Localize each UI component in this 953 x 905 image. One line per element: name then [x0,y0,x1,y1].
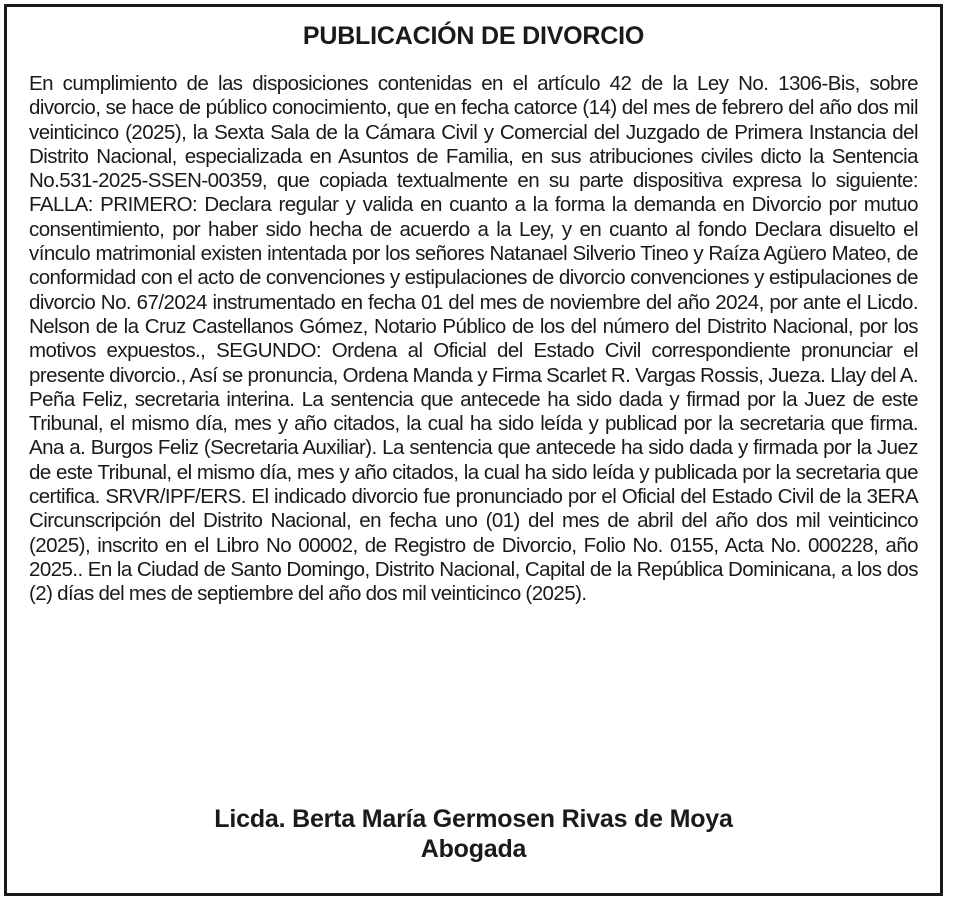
divorce-notice [4,4,943,896]
notice-body: En cumplimiento de las disposiciones contenidas en el artículo 42 de la Ley No. 1306-Bis, sobre divorcio, se hace de público conocimiento, que en fecha catorce (14) del mes de febrero del año dos mil veinticinco (2025), la Sexta Sala de la Cámara Civil y Comercial del Juzgado de Primera Instancia del Distrito Nacional, especializada en Asuntos de Familia, en sus atribuciones civiles dicto la Sentencia No.531-2025-SSEN-00359, que copiada textualmente en su parte dispositiva expresa lo siguiente: FALLA: PRIMERO: Declara regular y valida en cuanto a la forma la demanda en Divorcio por mutuo consentimiento, por haber sido hecha de acuerdo a la Ley, y en cuanto al fondo Declara disuelto el vínculo matrimonial existen intentada por los señores Natanael Silverio Tineo y Raíza Agüero Mateo, de conformidad con el acto de convenciones y estipulaciones de divorcio convenciones y estipulaciones de divorcio No. 67/2024 instrumentado en fecha 01 del mes de noviembre del año 2024, por ante el Licdo. Nelson de la Cruz Castellanos Gómez, Notario Público de los del número del Distrito Nacional, por los motivos expuestos., SEGUNDO: Ordena al Oficial del Estado Civil correspondiente pronunciar el presente divorcio., Así se pronuncia, Ordena Manda y Firma Scarlet R. Vargas Rossis, Jueza. Llay del A. Peña Feliz, secretaria interina. La sentencia que antecede ha sido dada y firmad por la Juez de este Tribunal, el mismo día, mes y año citados, la cual ha sido leída y publicad por la secretaria que firma. Ana a. Burgos Feliz (Secretaria Auxiliar). La sentencia que antecede ha sido dada y firmada por la Juez de este Tribunal, el mismo día, mes y año citados, la cual ha sido leída y publicada por la secretaria que certifica. SRVR/IPF/ERS. El indicado divorcio fue pronunciado por el Oficial del Estado Civil de la 3ERA Circunscripción del Distrito Nacional, en fecha uno (01) del mes de abril del año dos mil veinticinco (2025), inscrito en el Libro No 00002, de Registro de Divorcio, Folio No. 0155, Acta No. 000228, año 2025.. En la Ciudad de Santo Domingo, Distrito Nacional, Capital de la República Dominicana, a los dos (2) días del mes de septiembre del año dos mil veinticinco (2025). [29,72,918,606]
notice-title: PUBLICACIÓN DE DIVORCIO [302,22,645,50]
signature-role: Abogada [420,835,527,863]
signature-name: Licda. Berta María Germosen Rivas de Moya [214,805,733,833]
signature-block [7,804,940,864]
